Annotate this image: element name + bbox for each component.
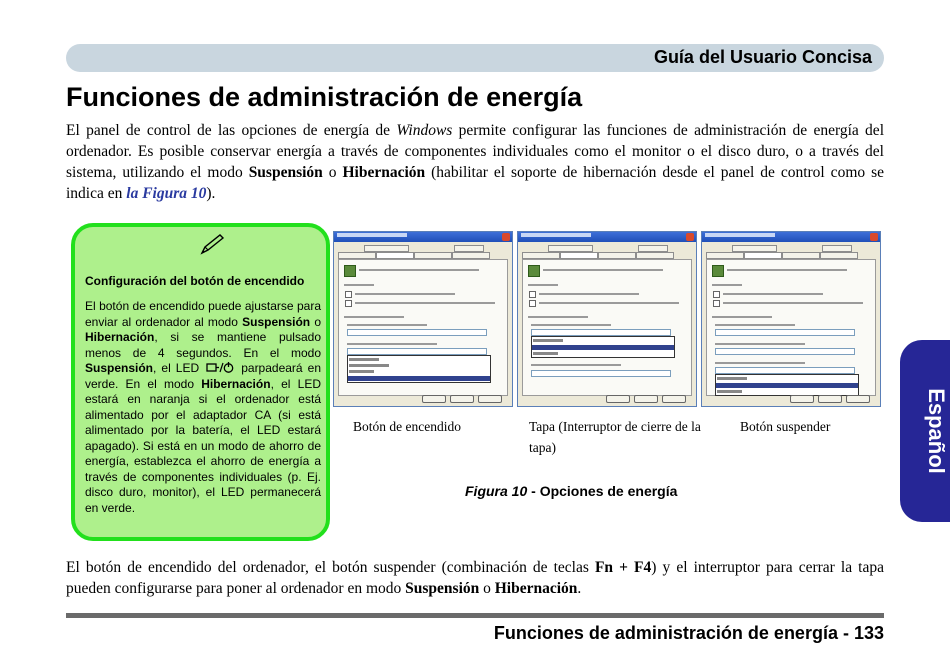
- caption-lid-switch: Tapa (Interruptor de cierre de la tapa): [529, 419, 701, 455]
- outro-paragraph: El botón de encendido del ordenador, el botón suspender (combinación de teclas Fn + F4) y el interruptor para cerrar la tapa pueden configurarse para poner al ordenador en modo Suspensión o Hibernación.: [66, 559, 884, 597]
- note-box: [71, 223, 330, 541]
- screenshot-lid-switch: [517, 231, 697, 407]
- figure-link[interactable]: la Figura 10: [126, 185, 207, 202]
- screenshot-sleep-button: [701, 231, 881, 407]
- note-heading: Configuración del botón de encendido: [85, 274, 305, 288]
- screenshot-power-button: [333, 231, 513, 407]
- page-title: Funciones de administración de energía: [66, 82, 583, 112]
- header-bar: [66, 44, 884, 72]
- header-title: Guía del Usuario Concisa: [653, 47, 872, 67]
- led-power-icon: [206, 361, 234, 374]
- caption-power-button: Botón de encendido: [353, 419, 461, 434]
- intro-paragraph: El panel de control de las opciones de energía de Windows permite configurar las funciones de administración de energía del ordenador. Es posible conservar energía a través de componentes individuales como el monitor o el disco duro, o a través del sistema, utilizando el modo Suspensión o Hibernación (habilitar el soporte de hibernación desde el panel de control como se indica en la Figura 10).: [66, 122, 884, 202]
- caption-sleep-button: Botón suspender: [740, 419, 831, 434]
- footer-rule: [66, 613, 884, 618]
- pencil-icon: [198, 233, 226, 257]
- figure-caption: Figura 10 - Opciones de energía: [465, 483, 678, 499]
- note-body: El botón de encendido puede ajustarse para enviar al ordenador al modo Suspensión o Hibernación, si se mantiene pulsado menos de 4 segundos. En el modo Suspensión, el LED parpadeará en verde. En el modo Hibernación, el LED estará en naranja si el ordenador está alimentado por el adaptador CA (si está alimentado por la batería, el LED estará apagado). Si está en un modo de ahorro de energía, establezca el ahorro de energía a través de componentes individuales (p. Ej. disco duro, monitor), el LED permanecerá en verde.: [85, 299, 321, 515]
- language-label: Español: [924, 388, 949, 474]
- footer-title: Funciones de administración de energía - 133: [493, 623, 884, 643]
